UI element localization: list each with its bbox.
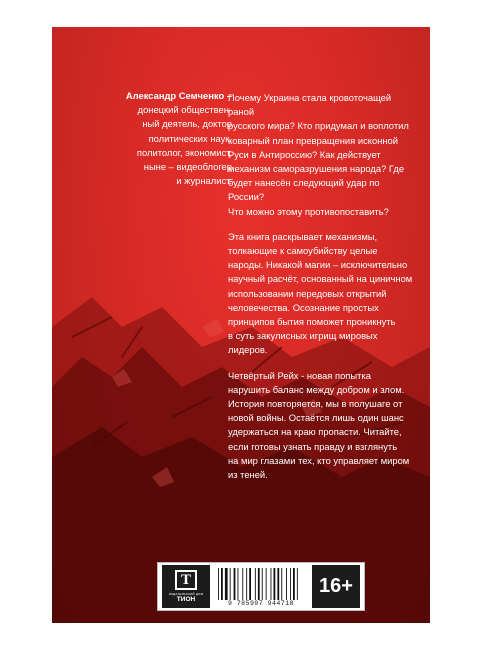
description-paragraph xyxy=(228,369,418,483)
age-rating-badge: 16+ xyxy=(312,565,360,608)
author-bio-line: и журналист. xyxy=(176,175,232,187)
book-description xyxy=(228,91,418,493)
description-line: коварный план превращения исконной xyxy=(228,134,399,146)
author-bio-line: политических наук, xyxy=(148,132,232,144)
description-line: толкающие к самоубийству целые xyxy=(228,245,378,257)
author-bio-line: ныне – видеоблогер xyxy=(143,161,232,173)
description-line: народы. Никакой магии – исключительно xyxy=(228,259,408,271)
description-line: новой войны. Остаётся лишь один шанс xyxy=(228,412,404,424)
description-line: нарушить баланс между добром и злом. xyxy=(228,383,405,395)
barcode xyxy=(213,565,309,608)
description-line: Что можно этому противопоставить? xyxy=(228,205,389,217)
author-bio xyxy=(92,89,232,188)
description-line: научный расчёт, основанный на циничном xyxy=(228,273,413,285)
description-line: если готовы узнать правду и взглянуть xyxy=(228,440,398,452)
description-line: русского мира? Кто придумал и воплотил xyxy=(228,120,409,132)
author-bio-line: ный деятель, доктор xyxy=(142,118,232,130)
barcode-icon xyxy=(216,568,306,600)
author-bio-line: политолог, экономист, xyxy=(136,146,232,158)
publisher-logo xyxy=(162,565,210,608)
description-line: принципов бытия поможет проникнуть xyxy=(228,316,396,328)
isbn-number: 9 785907 944718 xyxy=(227,600,294,607)
description-line: История повторяется, мы в полушаге от xyxy=(228,398,403,410)
author-name: Александр Семченко – xyxy=(125,90,232,101)
imprint-bar xyxy=(157,562,365,611)
author-bio-line: донецкий обществен- xyxy=(137,104,232,116)
description-line: будет нанесён следующий удар по России? xyxy=(228,177,380,203)
book-back-cover xyxy=(52,27,430,623)
description-line: Почему Украина стала кровоточащей раной xyxy=(228,92,392,118)
publisher-subtitle: ИЗДАТЕЛЬСКИЙ ДОМ xyxy=(168,592,204,596)
description-line: на мир глазами тех, кто управляет миром xyxy=(228,454,410,466)
description-line: из теней. xyxy=(228,469,268,481)
description-line: в суть закулисных игрищ мировых лидеров. xyxy=(228,330,378,356)
description-line: Руси в Антироссию? Как действует xyxy=(228,148,381,160)
description-line: использовании передовых открытий xyxy=(228,287,387,299)
description-paragraph xyxy=(228,91,418,219)
description-line: Четвёртый Рейх - новая попытка xyxy=(228,369,371,381)
description-line: удержаться на краю пропасти. Читайте, xyxy=(228,426,402,438)
publisher-name: ТИОН xyxy=(176,596,196,603)
description-line: механизм саморазрушения народа? Где xyxy=(228,163,405,175)
publisher-mark-icon: Т xyxy=(175,570,197,590)
description-line: Эта книга раскрывает механизмы, xyxy=(228,230,378,242)
description-paragraph xyxy=(228,230,418,358)
description-line: человечества. Осознание простых xyxy=(228,301,379,313)
